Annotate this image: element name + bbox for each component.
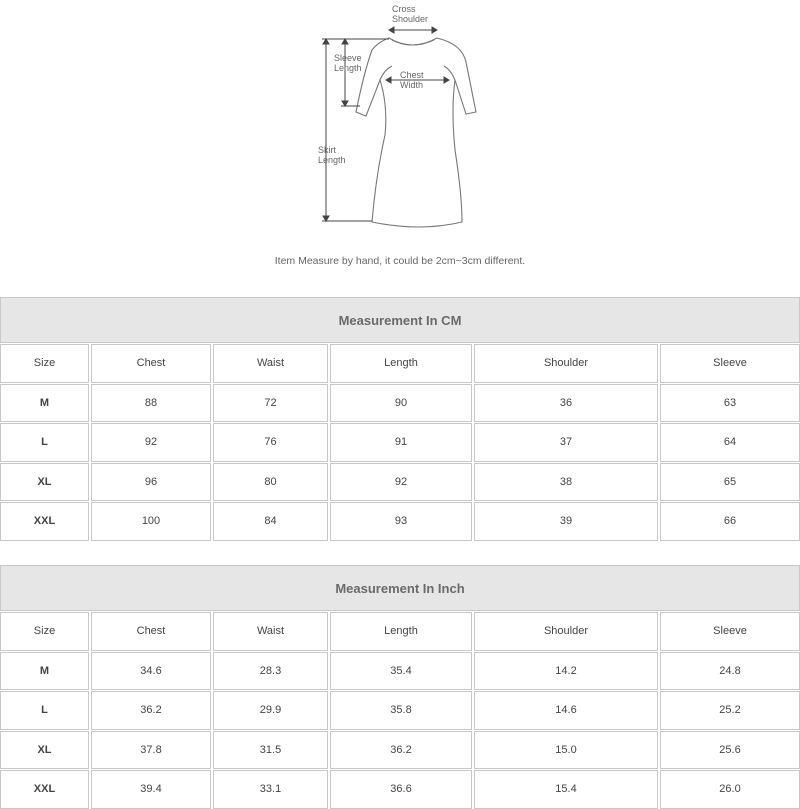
table-cell: 29.9 [213, 691, 328, 730]
table-cell: 24.8 [660, 652, 800, 691]
table-title: Measurement In CM [0, 297, 800, 343]
table-cell: 92 [330, 463, 472, 502]
header-cell: Chest [91, 612, 211, 651]
table-cell: 39.4 [91, 770, 211, 809]
size-diagram [0, 0, 800, 290]
header-cell: Shoulder [474, 612, 658, 651]
header-cell: Shoulder [474, 344, 658, 383]
dress-illustration [0, 0, 800, 290]
size-cell: XXL [0, 502, 89, 541]
header-cell: Waist [213, 612, 328, 651]
table-cell: 36.2 [91, 691, 211, 730]
table-cell: 36.2 [330, 731, 472, 770]
table-cell: 88 [91, 384, 211, 423]
table-cell: 96 [91, 463, 211, 502]
header-cell: Size [0, 612, 89, 651]
table-cell: 35.8 [330, 691, 472, 730]
size-cell: L [0, 691, 89, 730]
table-cell: 72 [213, 384, 328, 423]
header-cell: Size [0, 344, 89, 383]
table-row [0, 423, 800, 462]
cross-shoulder-arrow [389, 27, 437, 33]
table-cell: 15.0 [474, 731, 658, 770]
table-cell: 90 [330, 384, 472, 423]
table-cell: 26.0 [660, 770, 800, 809]
table-cell: 39 [474, 502, 658, 541]
table-cell: 37 [474, 423, 658, 462]
table-cell: 93 [330, 502, 472, 541]
cross-shoulder-label: Cross Shoulder [392, 4, 429, 24]
table-cell: 14.6 [474, 691, 658, 730]
header-cell: Chest [91, 344, 211, 383]
size-cell: M [0, 652, 89, 691]
table-cell: 80 [213, 463, 328, 502]
table-row [0, 691, 800, 730]
table-cell: 92 [91, 423, 211, 462]
table-cell: 36 [474, 384, 658, 423]
table-cell: 84 [213, 502, 328, 541]
header-cell: Sleeve [660, 612, 800, 651]
table-header-row [0, 344, 800, 383]
sleeve-length-label: Sleeve Length [334, 53, 362, 73]
table-cell: 31.5 [213, 731, 328, 770]
table-cell: 38 [474, 463, 658, 502]
table-cell: 36.6 [330, 770, 472, 809]
table-cell: 33.1 [213, 770, 328, 809]
table-cell: 64 [660, 423, 800, 462]
table-header-row [0, 612, 800, 651]
table-title: Measurement In Inch [0, 565, 800, 611]
table-cell: 91 [330, 423, 472, 462]
table-cell: 14.2 [474, 652, 658, 691]
dress-outline [356, 38, 476, 227]
table-inch [0, 565, 800, 809]
table-cell: 34.6 [91, 652, 211, 691]
size-cell: XL [0, 731, 89, 770]
table-cell: 37.8 [91, 731, 211, 770]
size-cell: M [0, 384, 89, 423]
size-cell: L [0, 423, 89, 462]
table-cell: 35.4 [330, 652, 472, 691]
header-cell: Sleeve [660, 344, 800, 383]
header-cell: Waist [213, 344, 328, 383]
measure-note: Item Measure by hand, it could be 2cm~3cm different. [274, 255, 526, 267]
table-cell: 25.2 [660, 691, 800, 730]
table-cell: 15.4 [474, 770, 658, 809]
table-row [0, 463, 800, 502]
table-row [0, 502, 800, 541]
table-row [0, 731, 800, 770]
skirt-length-label: Skirt Length [318, 145, 346, 165]
table-cell: 28.3 [213, 652, 328, 691]
table-row [0, 770, 800, 809]
chest-width-label: Chest Width [400, 70, 424, 90]
table-cell: 76 [213, 423, 328, 462]
table-cell: 63 [660, 384, 800, 423]
size-cell: XL [0, 463, 89, 502]
size-cell: XXL [0, 770, 89, 809]
table-cm [0, 297, 800, 541]
table-cell: 25.6 [660, 731, 800, 770]
table-cell: 100 [91, 502, 211, 541]
header-cell: Length [330, 344, 472, 383]
table-cell: 65 [660, 463, 800, 502]
table-row [0, 384, 800, 423]
table-row [0, 652, 800, 691]
header-cell: Length [330, 612, 472, 651]
table-cell: 66 [660, 502, 800, 541]
